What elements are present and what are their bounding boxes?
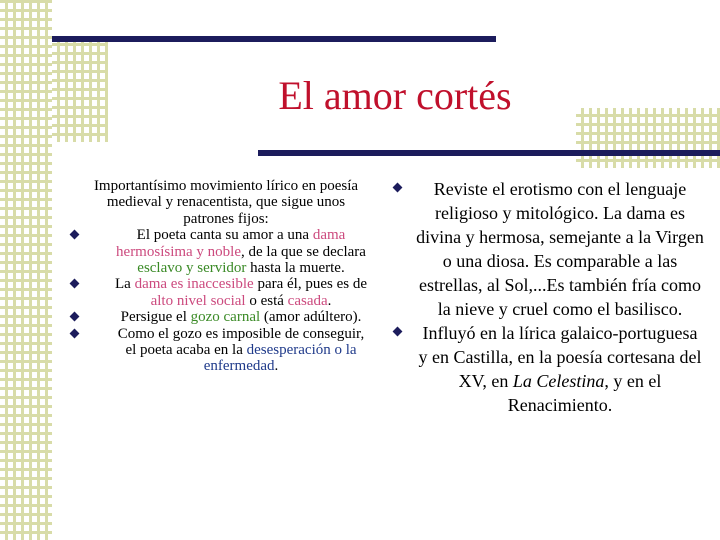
- diamond-bullet-icon: [70, 312, 80, 322]
- list-item: Persigue el gozo carnal (amor adúltero).: [60, 309, 370, 325]
- list-item: La dama es inaccesible para él, pues es de alto nivel social o está casada.: [60, 276, 370, 309]
- diamond-bullet-icon: [393, 183, 403, 193]
- diamond-bullet-icon: [70, 328, 80, 338]
- diamond-bullet-icon: [393, 327, 403, 337]
- list-item: Como el gozo es imposible de conseguir, el poeta acaba en la desesperación o la enfermedad.: [60, 326, 370, 375]
- right-column: [386, 177, 704, 417]
- left-column: [60, 178, 370, 375]
- slide-title: El amor cortés: [278, 73, 512, 118]
- list-item: Reviste el erotismo con el lenguaje religioso y mitológico. La dama es divina y hermosa, semejante a la Virgen o una diosa. Es comparable a las estrellas, al Sol,...Es también fría como la nieve y cruel como el basilisco.: [386, 177, 704, 321]
- list-item: Influyó en la lírica galaico-portuguesa y en Castilla, en la poesía cortesana del XV, en La Celestina, y en el Renacimiento.: [386, 321, 704, 417]
- diamond-bullet-icon: [70, 279, 80, 289]
- decorative-bar-bottom: [258, 150, 720, 156]
- list-item: El poeta canta su amor a una dama hermosísima y noble, de la que se declara esclavo y servidor hasta la muerte.: [60, 227, 370, 276]
- intro-text: Importantísimo movimiento lírico en poesía medieval y renacentista, que sigue unos patrones fijos:: [93, 178, 359, 227]
- decorative-bar-top: [52, 36, 496, 42]
- decorative-grid-left: [0, 0, 52, 540]
- diamond-bullet-icon: [70, 230, 80, 240]
- decorative-grid-block: [52, 40, 108, 142]
